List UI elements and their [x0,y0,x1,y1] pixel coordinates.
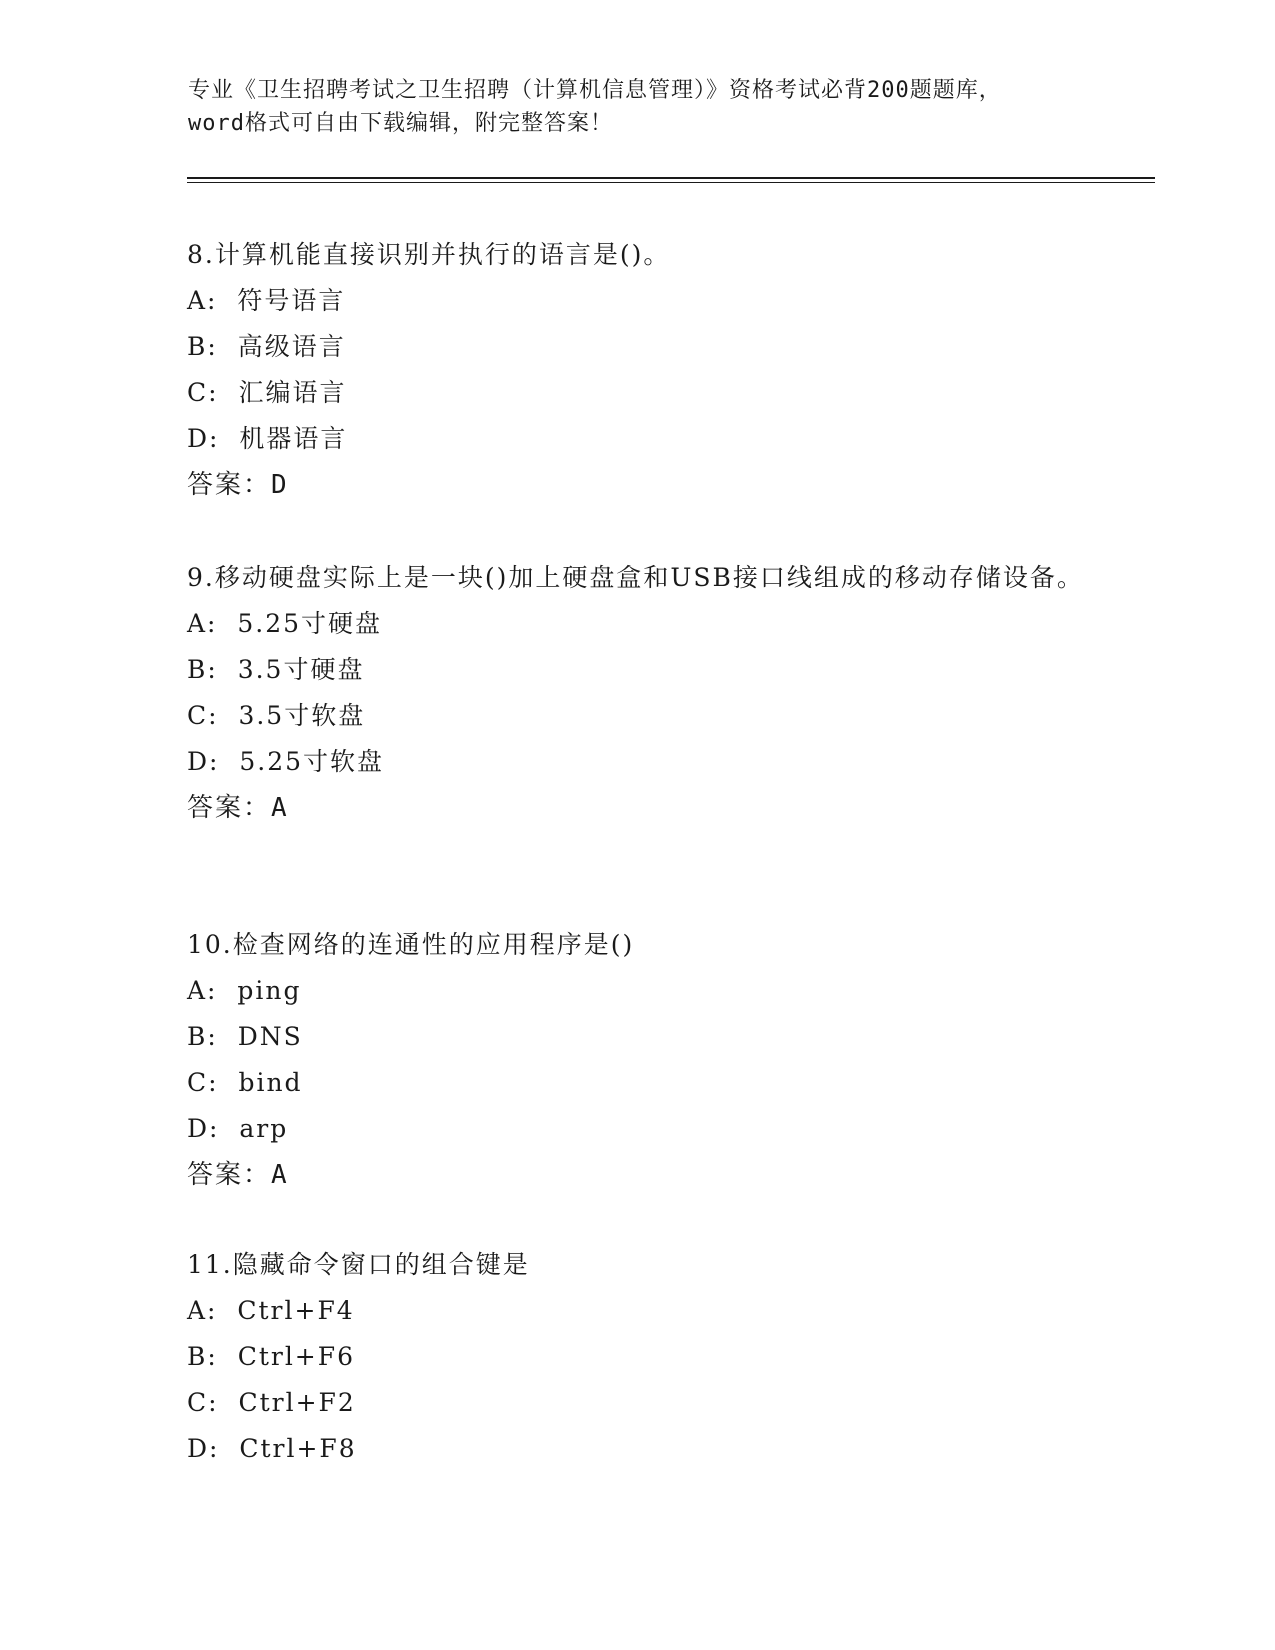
option-c: C: 3.5寸软盘 [187,701,366,730]
header-divider-thick [187,177,1155,179]
question-stem: 8.计算机能直接识别并执行的语言是()。 [187,240,671,269]
option-a: A: 符号语言 [187,286,346,315]
document-header [188,74,1088,140]
question-8 [187,232,1087,508]
question-9 [187,555,1087,831]
option-b: B: DNS [187,1022,303,1051]
question-stem: 11.隐藏命令窗口的组合键是 [187,1250,530,1279]
header-line-2: word格式可自由下载编辑，附完整答案！ [188,111,613,136]
option-a: A: 5.25寸硬盘 [187,609,383,638]
option-c: C: bind [187,1068,303,1097]
question-stem: 9.移动硬盘实际上是一块()加上硬盘盒和USB接口线组成的移动存储设备。 [187,563,1084,592]
header-divider-thin [187,182,1155,183]
question-10 [187,922,1087,1198]
option-b: B: 3.5寸硬盘 [187,655,365,684]
answer: 答案：A [187,793,289,823]
option-b: B: Ctrl+F6 [187,1342,356,1371]
option-d: D: 机器语言 [187,424,348,453]
answer: 答案：D [187,470,289,500]
option-c: C: 汇编语言 [187,378,347,407]
option-a: A: Ctrl+F4 [187,1296,355,1325]
question-11 [187,1242,1087,1472]
option-a: A: ping [187,976,302,1005]
option-d: D: arp [187,1114,289,1143]
answer: 答案：A [187,1160,289,1190]
option-c: C: Ctrl+F2 [187,1388,356,1417]
option-d: D: 5.25寸软盘 [187,747,385,776]
option-b: B: 高级语言 [187,332,346,361]
question-stem: 10.检查网络的连通性的应用程序是() [187,930,635,959]
option-d: D: Ctrl+F8 [187,1434,357,1463]
header-line-1: 专业《卫生招聘考试之卫生招聘（计算机信息管理）》资格考试必背200题题库， [188,78,1002,103]
